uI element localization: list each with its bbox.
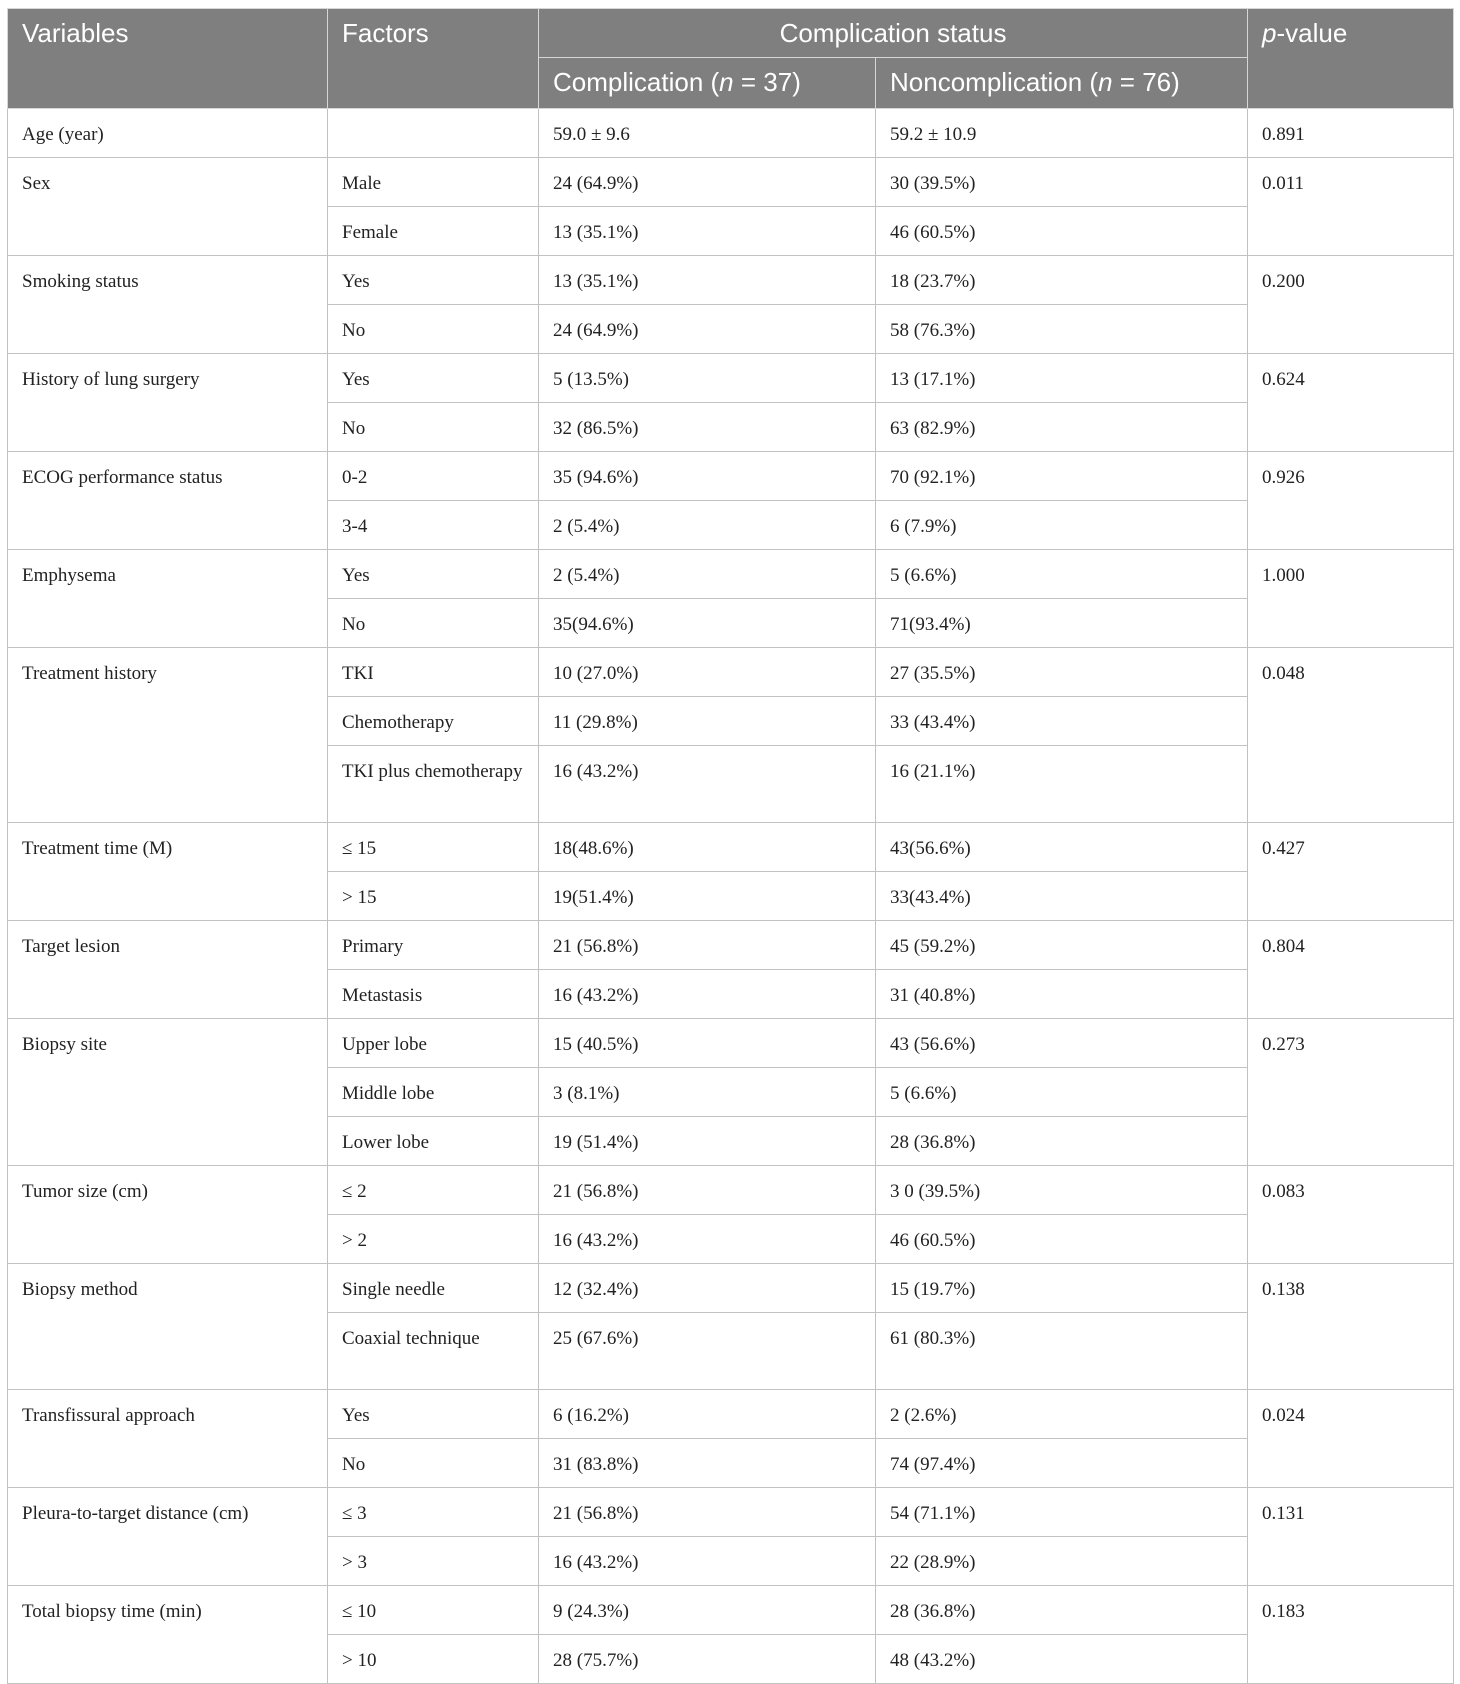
noncomplication-suffix: = 76)	[1112, 67, 1180, 97]
header-complication	[539, 58, 876, 109]
complication-cell: 16 (43.2%)	[539, 970, 876, 1019]
complication-cell: 15 (40.5%)	[539, 1019, 876, 1068]
header-complication-status: Complication status	[539, 9, 1248, 58]
factor-cell: Upper lobe	[328, 1019, 539, 1068]
complication-cell: 11 (29.8%)	[539, 697, 876, 746]
complication-cell: 19(51.4%)	[539, 872, 876, 921]
complication-cell: 32 (86.5%)	[539, 403, 876, 452]
factor-cell: Yes	[328, 354, 539, 403]
factor-cell: Single needle	[328, 1264, 539, 1313]
factor-cell: Lower lobe	[328, 1117, 539, 1166]
factor-cell: TKI plus chemotherapy	[328, 746, 539, 823]
noncomplication-cell: 45 (59.2%)	[876, 921, 1248, 970]
complication-cell: 24 (64.9%)	[539, 158, 876, 207]
noncomplication-cell: 61 (80.3%)	[876, 1313, 1248, 1390]
table-row	[8, 354, 1454, 403]
p-value-cell: 0.083	[1248, 1166, 1454, 1264]
complication-cell: 25 (67.6%)	[539, 1313, 876, 1390]
complication-cell: 2 (5.4%)	[539, 501, 876, 550]
noncomplication-n: n	[1098, 67, 1113, 97]
complication-cell: 16 (43.2%)	[539, 746, 876, 823]
complication-cell: 59.0 ± 9.6	[539, 109, 876, 158]
complication-cell: 21 (56.8%)	[539, 921, 876, 970]
complication-cell: 28 (75.7%)	[539, 1635, 876, 1684]
noncomplication-cell: 5 (6.6%)	[876, 550, 1248, 599]
factor-cell: 3-4	[328, 501, 539, 550]
noncomplication-cell: 63 (82.9%)	[876, 403, 1248, 452]
noncomplication-cell: 70 (92.1%)	[876, 452, 1248, 501]
table-row	[8, 1488, 1454, 1537]
header-p-value	[1248, 9, 1454, 109]
table-row	[8, 1019, 1454, 1068]
table-row	[8, 550, 1454, 599]
variable-cell: Sex	[8, 158, 328, 256]
p-value-cell: 0.427	[1248, 823, 1454, 921]
complication-cell: 35 (94.6%)	[539, 452, 876, 501]
noncomplication-cell: 48 (43.2%)	[876, 1635, 1248, 1684]
noncomplication-cell: 15 (19.7%)	[876, 1264, 1248, 1313]
p-value-cell: 0.273	[1248, 1019, 1454, 1166]
factor-cell: Female	[328, 207, 539, 256]
noncomplication-cell: 30 (39.5%)	[876, 158, 1248, 207]
variable-cell: Pleura-to-target distance (cm)	[8, 1488, 328, 1586]
variable-cell: Emphysema	[8, 550, 328, 648]
noncomplication-cell: 33 (43.4%)	[876, 697, 1248, 746]
factor-cell: ≤ 10	[328, 1586, 539, 1635]
noncomplication-cell: 27 (35.5%)	[876, 648, 1248, 697]
complication-cell: 24 (64.9%)	[539, 305, 876, 354]
factor-cell: TKI	[328, 648, 539, 697]
noncomplication-cell: 28 (36.8%)	[876, 1586, 1248, 1635]
p-value-cell: 0.200	[1248, 256, 1454, 354]
table-row	[8, 648, 1454, 697]
complication-cell: 16 (43.2%)	[539, 1215, 876, 1264]
factor-cell: ≤ 15	[328, 823, 539, 872]
table-row	[8, 256, 1454, 305]
p-value-cell: 0.131	[1248, 1488, 1454, 1586]
factor-cell: Male	[328, 158, 539, 207]
complication-cell: 31 (83.8%)	[539, 1439, 876, 1488]
complication-cell: 18(48.6%)	[539, 823, 876, 872]
complication-cell: 21 (56.8%)	[539, 1488, 876, 1537]
factor-cell: Yes	[328, 1390, 539, 1439]
factor-cell	[328, 109, 539, 158]
noncomplication-cell: 13 (17.1%)	[876, 354, 1248, 403]
p-value-italic-p: p	[1262, 18, 1277, 48]
noncomplication-cell: 46 (60.5%)	[876, 1215, 1248, 1264]
table-row	[8, 158, 1454, 207]
p-value-cell: 0.624	[1248, 354, 1454, 452]
factor-cell: > 15	[328, 872, 539, 921]
noncomplication-cell: 59.2 ± 10.9	[876, 109, 1248, 158]
table-row	[8, 1264, 1454, 1313]
variable-cell: Treatment history	[8, 648, 328, 823]
noncomplication-cell: 5 (6.6%)	[876, 1068, 1248, 1117]
factor-cell: No	[328, 305, 539, 354]
factor-cell: ≤ 3	[328, 1488, 539, 1537]
factor-cell: Chemotherapy	[328, 697, 539, 746]
table-body	[8, 109, 1454, 1684]
variable-cell: Tumor size (cm)	[8, 1166, 328, 1264]
variable-cell: Biopsy method	[8, 1264, 328, 1390]
table-row	[8, 921, 1454, 970]
p-value-cell: 1.000	[1248, 550, 1454, 648]
factor-cell: Yes	[328, 550, 539, 599]
header-factors: Factors	[328, 9, 539, 109]
factor-cell: > 10	[328, 1635, 539, 1684]
table-row	[8, 452, 1454, 501]
complication-prefix: Complication (	[553, 67, 720, 97]
noncomplication-cell: 2 (2.6%)	[876, 1390, 1248, 1439]
factor-cell: Yes	[328, 256, 539, 305]
complication-suffix: = 37)	[733, 67, 801, 97]
factor-cell: ≤ 2	[328, 1166, 539, 1215]
p-value-cell: 0.024	[1248, 1390, 1454, 1488]
variable-cell: Smoking status	[8, 256, 328, 354]
p-value-cell: 0.804	[1248, 921, 1454, 1019]
complication-cell: 35(94.6%)	[539, 599, 876, 648]
factor-cell: No	[328, 403, 539, 452]
table-row	[8, 823, 1454, 872]
noncomplication-cell: 31 (40.8%)	[876, 970, 1248, 1019]
p-value-cell: 0.011	[1248, 158, 1454, 256]
p-value-cell: 0.926	[1248, 452, 1454, 550]
factor-cell: 0-2	[328, 452, 539, 501]
noncomplication-cell: 28 (36.8%)	[876, 1117, 1248, 1166]
noncomplication-cell: 22 (28.9%)	[876, 1537, 1248, 1586]
variable-cell: Biopsy site	[8, 1019, 328, 1166]
factor-cell: Primary	[328, 921, 539, 970]
complication-cell: 9 (24.3%)	[539, 1586, 876, 1635]
variable-cell: Age (year)	[8, 109, 328, 158]
table-row	[8, 109, 1454, 158]
noncomplication-cell: 33(43.4%)	[876, 872, 1248, 921]
header-variables: Variables	[8, 9, 328, 109]
complication-cell: 21 (56.8%)	[539, 1166, 876, 1215]
complication-cell: 13 (35.1%)	[539, 256, 876, 305]
p-value-suffix: -value	[1276, 18, 1348, 48]
table-row	[8, 1390, 1454, 1439]
p-value-cell: 0.138	[1248, 1264, 1454, 1390]
noncomplication-cell: 74 (97.4%)	[876, 1439, 1248, 1488]
noncomplication-cell: 18 (23.7%)	[876, 256, 1248, 305]
table-row	[8, 1166, 1454, 1215]
factor-cell: No	[328, 599, 539, 648]
factor-cell: No	[328, 1439, 539, 1488]
noncomplication-cell: 43(56.6%)	[876, 823, 1248, 872]
variable-cell: ECOG performance status	[8, 452, 328, 550]
complication-cell: 3 (8.1%)	[539, 1068, 876, 1117]
noncomplication-prefix: Noncomplication (	[890, 67, 1099, 97]
noncomplication-cell: 58 (76.3%)	[876, 305, 1248, 354]
noncomplication-cell: 16 (21.1%)	[876, 746, 1248, 823]
header-noncomplication	[876, 58, 1248, 109]
complication-cell: 6 (16.2%)	[539, 1390, 876, 1439]
variable-cell: History of lung surgery	[8, 354, 328, 452]
complication-cell: 16 (43.2%)	[539, 1537, 876, 1586]
complication-cell: 10 (27.0%)	[539, 648, 876, 697]
factor-cell: > 3	[328, 1537, 539, 1586]
table-row	[8, 1586, 1454, 1635]
noncomplication-cell: 54 (71.1%)	[876, 1488, 1248, 1537]
p-value-cell: 0.183	[1248, 1586, 1454, 1684]
noncomplication-cell: 43 (56.6%)	[876, 1019, 1248, 1068]
factor-cell: Middle lobe	[328, 1068, 539, 1117]
complication-cell: 12 (32.4%)	[539, 1264, 876, 1313]
complication-cell: 19 (51.4%)	[539, 1117, 876, 1166]
table-header	[8, 9, 1454, 109]
noncomplication-cell: 46 (60.5%)	[876, 207, 1248, 256]
factor-cell: Coaxial technique	[328, 1313, 539, 1390]
variable-cell: Target lesion	[8, 921, 328, 1019]
p-value-cell: 0.891	[1248, 109, 1454, 158]
variable-cell: Transfissural approach	[8, 1390, 328, 1488]
complication-cell: 13 (35.1%)	[539, 207, 876, 256]
noncomplication-cell: 6 (7.9%)	[876, 501, 1248, 550]
complication-n: n	[719, 67, 734, 97]
complication-table	[7, 8, 1454, 1684]
factor-cell: > 2	[328, 1215, 539, 1264]
p-value-cell: 0.048	[1248, 648, 1454, 823]
noncomplication-cell: 3 0 (39.5%)	[876, 1166, 1248, 1215]
complication-cell: 5 (13.5%)	[539, 354, 876, 403]
complication-cell: 2 (5.4%)	[539, 550, 876, 599]
noncomplication-cell: 71(93.4%)	[876, 599, 1248, 648]
variable-cell: Total biopsy time (min)	[8, 1586, 328, 1684]
variable-cell: Treatment time (M)	[8, 823, 328, 921]
factor-cell: Metastasis	[328, 970, 539, 1019]
